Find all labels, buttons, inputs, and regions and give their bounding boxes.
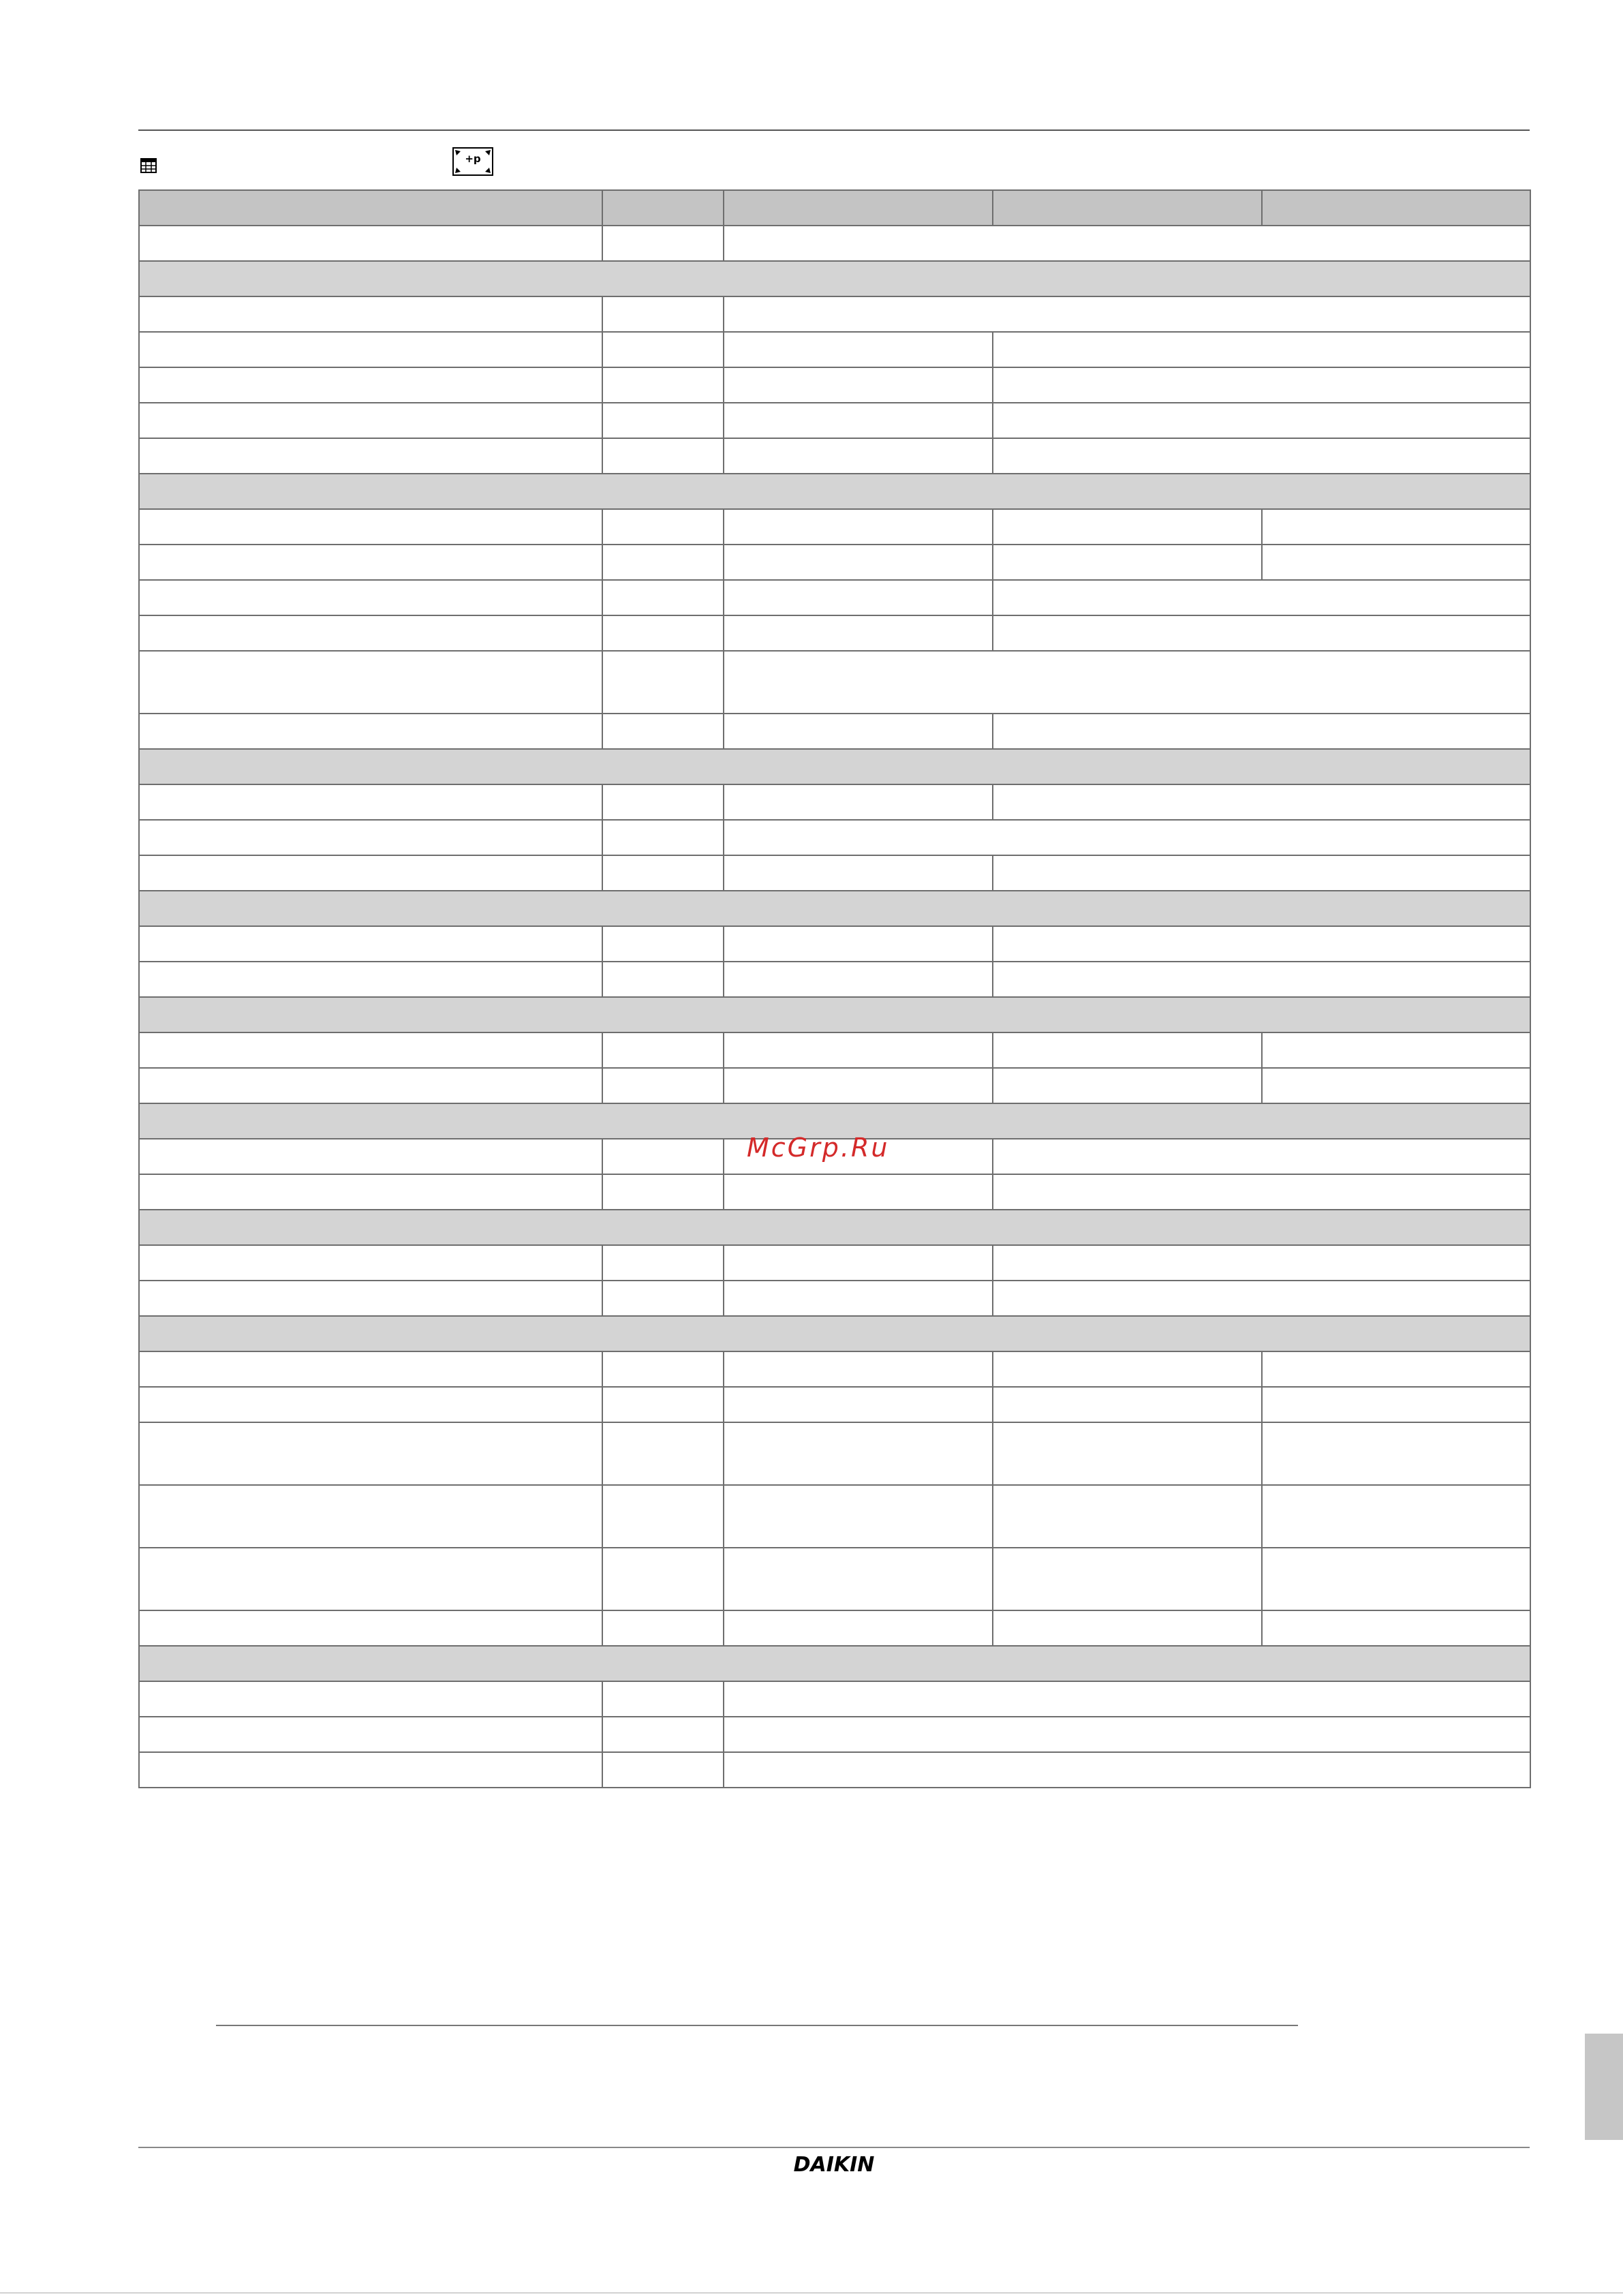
- table-cell: [139, 651, 602, 714]
- table-row: [139, 403, 1530, 438]
- table-row: [139, 1485, 1530, 1548]
- table-cell: [139, 580, 602, 615]
- table-cell: [602, 1485, 724, 1548]
- table-row: [139, 226, 1530, 261]
- table-cell: [139, 509, 602, 545]
- table-cell: [724, 962, 993, 997]
- header-cell: [724, 190, 993, 226]
- table-cell: [139, 1068, 602, 1103]
- table-cell: [993, 1245, 1530, 1281]
- table-row: [139, 926, 1530, 962]
- section-cell: [139, 474, 1530, 509]
- table-cell: [993, 962, 1530, 997]
- table-cell: [602, 403, 724, 438]
- footer-rule: [138, 2147, 1530, 2148]
- table-cell: [724, 855, 993, 891]
- table-cell: [993, 1032, 1262, 1068]
- table-cell: [724, 820, 1530, 855]
- section-cell: [139, 749, 1530, 784]
- table-row: [139, 545, 1530, 580]
- table-cell: [602, 332, 724, 367]
- table-cell: [139, 1174, 602, 1210]
- table-cell: [139, 1245, 602, 1281]
- section-cell: [139, 997, 1530, 1032]
- table-cell: [139, 1387, 602, 1422]
- table-cell: [1262, 1422, 1530, 1485]
- table-row: [139, 1610, 1530, 1646]
- table-cell: [724, 438, 993, 474]
- section-cell: [139, 1646, 1530, 1681]
- table-cell: [602, 1422, 724, 1485]
- table-cell: [724, 784, 993, 820]
- table-row: [139, 332, 1530, 367]
- table-cell: [724, 226, 1530, 261]
- table-header-row: [139, 190, 1530, 226]
- top-rule: [138, 129, 1530, 131]
- table-cell: [602, 1351, 724, 1387]
- table-row: [139, 714, 1530, 749]
- table-cell: [139, 1548, 602, 1610]
- table-cell: [724, 1068, 993, 1103]
- table-cell: [1262, 1610, 1530, 1646]
- table-cell: [602, 651, 724, 714]
- header-cell: [993, 190, 1262, 226]
- table-cell: [993, 1422, 1262, 1485]
- table-cell: [139, 332, 602, 367]
- table-row: [139, 580, 1530, 615]
- table-cell: [993, 332, 1530, 367]
- table-cell: [724, 1717, 1530, 1752]
- table-cell: [602, 545, 724, 580]
- table-cell: [993, 438, 1530, 474]
- table-cell: [139, 1139, 602, 1174]
- table-cell: [724, 403, 993, 438]
- table-cell: [993, 403, 1530, 438]
- watermark: McGrp.Ru: [747, 1133, 890, 1163]
- section-cell: [139, 1316, 1530, 1351]
- table-cell: [724, 651, 1530, 714]
- table-cell: [724, 1351, 993, 1387]
- table-grid-icon: [140, 158, 157, 173]
- table-cell: [602, 714, 724, 749]
- table-row: [139, 1245, 1530, 1281]
- table-cell: [993, 615, 1530, 651]
- table-cell: [724, 1610, 993, 1646]
- table-cell: [602, 1752, 724, 1788]
- table-cell: [724, 367, 993, 403]
- table-cell: [993, 855, 1530, 891]
- table-body: [139, 226, 1530, 1788]
- table-row: [139, 1681, 1530, 1717]
- table-cell: [724, 1681, 1530, 1717]
- daikin-logo: [782, 2152, 886, 2177]
- table-cell: [602, 855, 724, 891]
- table-row: [139, 962, 1530, 997]
- table-cell: [602, 367, 724, 403]
- table-row: [139, 1752, 1530, 1788]
- table-cell: [139, 367, 602, 403]
- table-row: [139, 1387, 1530, 1422]
- table-cell: [993, 714, 1530, 749]
- table-cell: [139, 1752, 602, 1788]
- header-cell: [139, 190, 602, 226]
- header-cell: [1262, 190, 1530, 226]
- field-icon-text: +p: [465, 153, 481, 165]
- table-cell: [724, 714, 993, 749]
- section-cell: [139, 1210, 1530, 1245]
- table-cell: [724, 1174, 993, 1210]
- table-cell: [724, 1032, 993, 1068]
- table-cell: [993, 1387, 1262, 1422]
- table-section-row: [139, 891, 1530, 926]
- table-cell: [139, 1717, 602, 1752]
- table-cell: [1262, 1387, 1530, 1422]
- table-cell: [993, 784, 1530, 820]
- table-row: [139, 820, 1530, 855]
- table-cell: [993, 367, 1530, 403]
- table-cell: [139, 1681, 602, 1717]
- table-cell: [724, 580, 993, 615]
- table-cell: [602, 1681, 724, 1717]
- table-cell: [993, 1281, 1530, 1316]
- table-row: [139, 1174, 1530, 1210]
- table-cell: [602, 509, 724, 545]
- table-cell: [139, 962, 602, 997]
- table-cell: [139, 1032, 602, 1068]
- table-cell: [139, 1610, 602, 1646]
- table-cell: [602, 1068, 724, 1103]
- table-cell: [602, 1174, 724, 1210]
- table-section-row: [139, 1316, 1530, 1351]
- table-cell: [724, 1245, 993, 1281]
- table-cell: [724, 296, 1530, 332]
- table-cell: [1262, 1548, 1530, 1610]
- table-cell: [139, 545, 602, 580]
- table-row: [139, 1281, 1530, 1316]
- table-cell: [139, 226, 602, 261]
- table-cell: [602, 1245, 724, 1281]
- table-cell: [1262, 509, 1530, 545]
- table-cell: [993, 1485, 1262, 1548]
- table-cell: [602, 1610, 724, 1646]
- section-cell: [139, 261, 1530, 296]
- table-cell: [602, 962, 724, 997]
- table-cell: [724, 1422, 993, 1485]
- table-section-row: [139, 474, 1530, 509]
- table-row: [139, 438, 1530, 474]
- section-cell: [139, 891, 1530, 926]
- table-cell: [724, 615, 993, 651]
- table-cell: [139, 403, 602, 438]
- table-cell: [602, 1387, 724, 1422]
- table-cell: [602, 1548, 724, 1610]
- table-cell: [139, 438, 602, 474]
- table-row: [139, 1548, 1530, 1610]
- table-cell: [993, 926, 1530, 962]
- table-cell: [139, 820, 602, 855]
- table-cell: [602, 926, 724, 962]
- specification-table: [138, 189, 1531, 1788]
- header-cell: [602, 190, 724, 226]
- table-cell: [993, 1548, 1262, 1610]
- table-cell: [724, 332, 993, 367]
- table-row: [139, 1068, 1530, 1103]
- table-cell: [139, 1281, 602, 1316]
- table-section-row: [139, 1646, 1530, 1681]
- footnote-rule: [216, 2025, 1298, 2026]
- table-cell: [993, 1068, 1262, 1103]
- table-cell: [993, 1174, 1530, 1210]
- table-row: [139, 855, 1530, 891]
- table-cell: [139, 615, 602, 651]
- table-cell: [993, 1610, 1262, 1646]
- table-row: [139, 1351, 1530, 1387]
- table-cell: [1262, 545, 1530, 580]
- table-row: [139, 509, 1530, 545]
- table-row: [139, 1717, 1530, 1752]
- table-cell: [724, 509, 993, 545]
- side-tab: [1585, 2034, 1623, 2140]
- table-cell: [724, 1387, 993, 1422]
- table-cell: [724, 1752, 1530, 1788]
- table-cell: [724, 545, 993, 580]
- table-cell: [993, 1351, 1262, 1387]
- table-cell: [139, 296, 602, 332]
- table-cell: [993, 580, 1530, 615]
- table-cell: [602, 1281, 724, 1316]
- table-cell: [139, 714, 602, 749]
- brand-name: DAIKIN: [793, 2153, 875, 2177]
- table-cell: [602, 784, 724, 820]
- table-cell: [602, 1717, 724, 1752]
- table-cell: [602, 820, 724, 855]
- table-cell: [139, 855, 602, 891]
- table-cell: [602, 1032, 724, 1068]
- table-cell: [602, 296, 724, 332]
- table-row: [139, 296, 1530, 332]
- table-cell: [602, 226, 724, 261]
- table-cell: [724, 926, 993, 962]
- table-cell: [724, 1281, 993, 1316]
- table-row: [139, 615, 1530, 651]
- table-cell: [1262, 1068, 1530, 1103]
- table-cell: [139, 1351, 602, 1387]
- table-section-row: [139, 997, 1530, 1032]
- table-section-row: [139, 261, 1530, 296]
- table-cell: [1262, 1485, 1530, 1548]
- table-row: [139, 784, 1530, 820]
- table-section-row: [139, 749, 1530, 784]
- table-cell: [139, 1485, 602, 1548]
- table-cell: [602, 580, 724, 615]
- table-cell: [993, 509, 1262, 545]
- table-cell: [602, 1139, 724, 1174]
- table-cell: [139, 926, 602, 962]
- table-cell: [993, 1139, 1530, 1174]
- table-section-row: [139, 1210, 1530, 1245]
- field-setting-icon: [452, 147, 493, 176]
- table-cell: [993, 545, 1262, 580]
- table-cell: [724, 1485, 993, 1548]
- table-cell: [1262, 1032, 1530, 1068]
- table-cell: [139, 1422, 602, 1485]
- table-row: [139, 367, 1530, 403]
- table-row: [139, 651, 1530, 714]
- table-cell: [1262, 1351, 1530, 1387]
- table-row: [139, 1422, 1530, 1485]
- table-row: [139, 1032, 1530, 1068]
- table-cell: [724, 1548, 993, 1610]
- table-cell: [602, 615, 724, 651]
- table-cell: [139, 784, 602, 820]
- table-cell: [602, 438, 724, 474]
